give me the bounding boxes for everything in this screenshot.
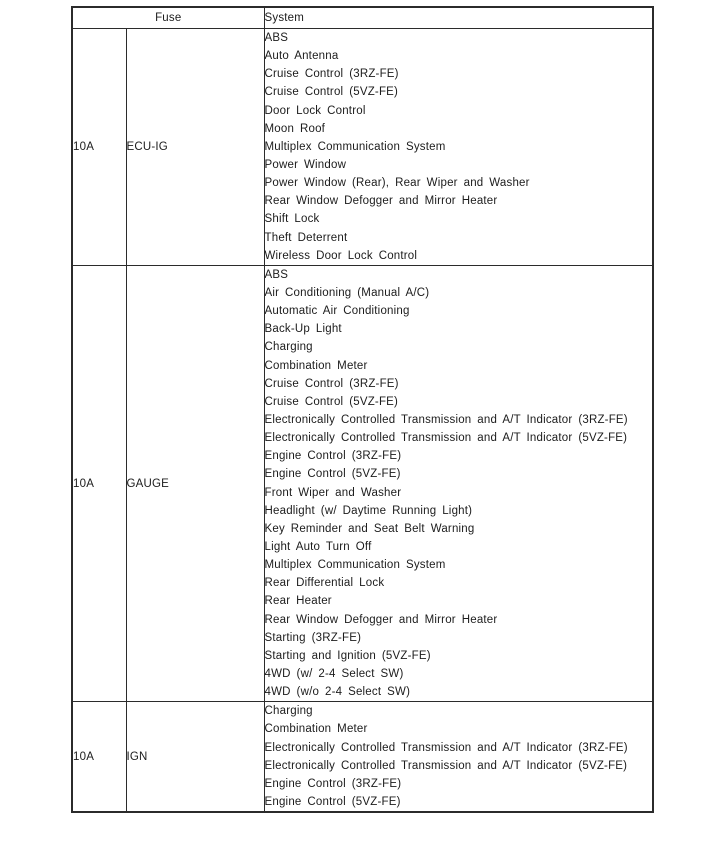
fuse-amperage: 10A: [72, 265, 126, 701]
fuse-row: [72, 265, 653, 701]
system-item: Charging: [264, 705, 313, 718]
system-item: Rear Heater: [264, 595, 332, 608]
fuse-amperage: 10A: [72, 29, 126, 266]
header-cell-system: System: [264, 7, 653, 29]
system-item: Key Reminder and Seat Belt Warning: [264, 522, 475, 535]
system-item: Starting (3RZ-FE): [264, 631, 362, 644]
system-item: Cruise Control (5VZ-FE): [264, 395, 399, 408]
fuse-amperage: 10A: [72, 702, 126, 812]
system-item: Rear Differential Lock: [264, 577, 385, 590]
system-item: Headlight (w/ Daytime Running Light): [264, 504, 473, 517]
system-item: Combination Meter: [264, 359, 368, 372]
system-item: Auto Antenna: [264, 50, 339, 63]
fuse-table-header: [72, 7, 653, 29]
system-item: Shift Lock: [264, 213, 320, 226]
system-item: Electronically Controlled Transmission and A/T Indicator (3RZ-FE): [264, 414, 628, 427]
fuse-table-body: [72, 29, 653, 813]
system-item: Multiplex Communication System: [264, 140, 446, 153]
header-row: [72, 7, 653, 29]
fuse-row: [72, 702, 653, 812]
system-item: Theft Deterrent: [264, 231, 348, 244]
system-item: Power Window: [264, 159, 347, 172]
fuse-name: ECU-IG: [126, 29, 264, 266]
system-item: Combination Meter: [264, 723, 368, 736]
system-item: Electronically Controlled Transmission and A/T Indicator (5VZ-FE): [264, 432, 628, 445]
system-item: Back-Up Light: [264, 323, 342, 336]
system-item: Engine Control (5VZ-FE): [264, 468, 401, 481]
system-item: Wireless Door Lock Control: [264, 249, 418, 262]
system-item: Engine Control (5VZ-FE): [264, 795, 401, 808]
system-item: Electronically Controlled Transmission and A/T Indicator (5VZ-FE): [264, 759, 628, 772]
system-item: 4WD (w/ 2-4 Select SW): [264, 667, 404, 680]
system-item: Engine Control (3RZ-FE): [264, 450, 402, 463]
system-item: Starting and Ignition (5VZ-FE): [264, 649, 431, 662]
system-item: Cruise Control (3RZ-FE): [264, 377, 399, 390]
system-list: [264, 29, 653, 266]
system-item: Front Wiper and Washer: [264, 486, 402, 499]
fuse-name: GAUGE: [126, 265, 264, 701]
system-item: ABS: [264, 268, 289, 281]
system-item: Rear Window Defogger and Mirror Heater: [264, 195, 498, 208]
fuse-table: [71, 6, 654, 813]
system-item: Automatic Air Conditioning: [264, 305, 410, 318]
system-item: Moon Roof: [264, 122, 326, 135]
system-item: Cruise Control (3RZ-FE): [264, 68, 399, 81]
system-item: Electronically Controlled Transmission and A/T Indicator (3RZ-FE): [264, 741, 628, 754]
system-item: Air Conditioning (Manual A/C): [264, 287, 430, 300]
system-item: ABS: [264, 32, 289, 45]
system-item: Power Window (Rear), Rear Wiper and Washer: [264, 177, 530, 190]
system-list: [264, 265, 653, 701]
system-item: Cruise Control (5VZ-FE): [264, 86, 399, 99]
system-item: Charging: [264, 341, 313, 354]
system-list: [264, 702, 653, 812]
fuse-name: IGN: [126, 702, 264, 812]
system-item: Light Auto Turn Off: [264, 541, 372, 553]
system-item: 4WD (w/o 2-4 Select SW): [264, 686, 411, 699]
system-item: Rear Window Defogger and Mirror Heater: [264, 613, 498, 626]
system-item: Door Lock Control: [264, 104, 366, 117]
fuse-row: [72, 29, 653, 266]
system-item: Engine Control (3RZ-FE): [264, 777, 402, 790]
system-item: Multiplex Communication System: [264, 559, 446, 572]
header-cell-fuse: Fuse: [72, 7, 264, 29]
